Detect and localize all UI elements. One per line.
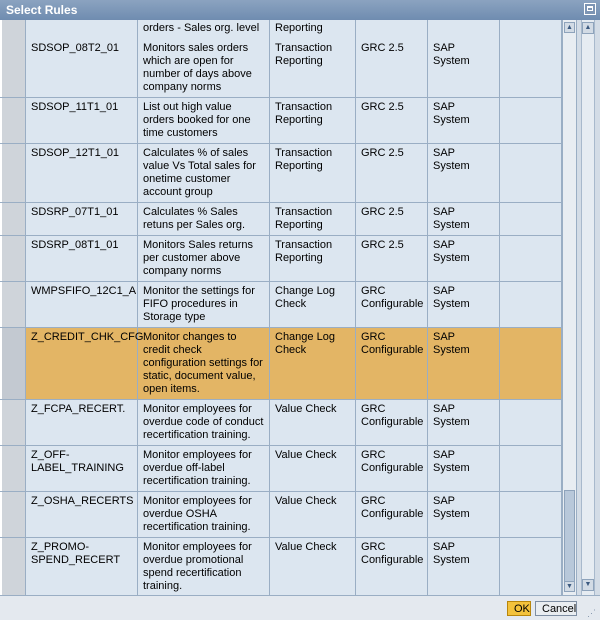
rule-id-cell: SDSOP_12T1_01 <box>26 144 138 202</box>
scroll-down-icon[interactable]: ▼ <box>564 581 575 592</box>
table-row[interactable] <box>0 144 562 203</box>
type-cell: Reporting <box>270 20 356 58</box>
scroll-up-icon[interactable]: ▲ <box>564 22 575 33</box>
scroll-down-icon[interactable]: ▼ <box>582 579 594 591</box>
description-cell: Monitor employees for overdue off-label recertification training. <box>138 446 270 491</box>
table-row[interactable] <box>0 446 562 492</box>
description-cell: Monitors sales orders which are open for number of days above company norms <box>138 39 270 97</box>
rule-id-cell: Z_FCPA_RECERT. <box>26 400 138 445</box>
empty-cell <box>500 446 562 491</box>
source-cell: GRC 2.5 <box>356 203 428 235</box>
description-cell: Monitor changes to credit check configuration settings for static, document value, open items. <box>138 328 270 399</box>
empty-cell <box>500 203 562 235</box>
type-cell: Change Log Check <box>270 328 356 399</box>
empty-cell <box>500 282 562 327</box>
cancel-button[interactable]: Cancel <box>535 601 577 616</box>
description-cell: Monitor the settings for FIFO procedures in Storage type <box>138 282 270 327</box>
empty-cell <box>500 144 562 202</box>
rule-id-cell: Z_OSHA_RECERTS <box>26 492 138 537</box>
description-cell: Monitors Sales returns per customer above company norms <box>138 236 270 281</box>
system-cell: SAP System <box>428 538 500 595</box>
row-selector[interactable] <box>0 39 26 97</box>
source-cell: GRC Configurable <box>356 328 428 399</box>
system-cell: SAP System <box>428 400 500 445</box>
maximize-icon[interactable] <box>584 3 596 15</box>
source-cell: GRC 2.5 <box>356 39 428 97</box>
rule-id-cell: WMPSFIFO_12C1_A <box>26 282 138 327</box>
source-cell: GRC 2.5 <box>356 236 428 281</box>
table-row[interactable] <box>0 203 562 236</box>
row-selector[interactable] <box>0 203 26 235</box>
row-selector[interactable] <box>0 282 26 327</box>
description-cell: Monitor employees for overdue promotional spend recertification training. <box>138 538 270 595</box>
type-cell: Value Check <box>270 492 356 537</box>
table-row-selected[interactable] <box>0 328 562 400</box>
type-cell: Transaction Reporting <box>270 236 356 281</box>
type-cell: Transaction Reporting <box>270 203 356 235</box>
dialog-titlebar <box>0 0 600 20</box>
description-cell: Calculates % Sales retuns per Sales org. <box>138 203 270 235</box>
source-cell: GRC 2.5 <box>356 98 428 143</box>
description-cell: orders - Sales org. level <box>138 20 270 58</box>
system-cell: SAP System <box>428 203 500 235</box>
type-cell: Change Log Check <box>270 282 356 327</box>
empty-cell <box>500 98 562 143</box>
empty-cell <box>500 492 562 537</box>
type-cell: Transaction Reporting <box>270 98 356 143</box>
row-selector[interactable] <box>0 328 26 399</box>
empty-cell <box>500 538 562 595</box>
row-selector[interactable] <box>0 236 26 281</box>
table-row[interactable] <box>0 492 562 538</box>
description-cell: List out high value orders booked for one time customers <box>138 98 270 143</box>
system-cell: SAP System <box>428 446 500 491</box>
rule-id-cell: SDSOP_11T1_01 <box>26 98 138 143</box>
system-cell: SAP System <box>428 144 500 202</box>
empty-cell <box>500 236 562 281</box>
scroll-track[interactable] <box>581 20 595 595</box>
system-cell: SAP System <box>428 282 500 327</box>
source-cell: GRC Configurable <box>356 400 428 445</box>
empty-cell <box>500 328 562 399</box>
ok-button[interactable]: OK <box>507 601 531 616</box>
row-selector[interactable] <box>0 400 26 445</box>
type-cell: Value Check <box>270 446 356 491</box>
dialog-title: Select Rules <box>6 3 78 17</box>
system-cell: SAP System <box>428 328 500 399</box>
empty-cell <box>500 39 562 97</box>
table-row[interactable] <box>0 400 562 446</box>
source-cell: GRC Configurable <box>356 492 428 537</box>
row-selector[interactable] <box>0 446 26 491</box>
system-cell: SAP System <box>428 492 500 537</box>
dialog-vertical-scrollbar[interactable] <box>576 20 600 595</box>
scroll-up-icon[interactable]: ▲ <box>582 22 594 34</box>
rule-id-cell: SDSRP_07T1_01 <box>26 203 138 235</box>
system-cell: SAP System <box>428 98 500 143</box>
resize-grip-icon[interactable]: ⋰ <box>587 608 596 618</box>
system-cell: SAP System <box>428 39 500 97</box>
type-cell: Value Check <box>270 538 356 595</box>
table-row[interactable] <box>0 236 562 282</box>
source-cell: GRC Configurable <box>356 282 428 327</box>
table-row[interactable] <box>0 39 562 98</box>
description-cell: Monitor employees for overdue code of conduct recertification training. <box>138 400 270 445</box>
row-selector[interactable] <box>0 538 26 595</box>
rule-id-cell: Z_CREDIT_CHK_CFG <box>26 328 138 399</box>
row-selector[interactable] <box>0 144 26 202</box>
rules-table <box>0 20 562 595</box>
rule-id-cell: SDSRP_08T1_01 <box>26 236 138 281</box>
table-row[interactable] <box>0 538 562 595</box>
table-row[interactable] <box>0 282 562 328</box>
rule-id-cell: Z_OFF-LABEL_TRAINING <box>26 446 138 491</box>
type-cell: Transaction Reporting <box>270 39 356 97</box>
source-cell: GRC 2.5 <box>356 144 428 202</box>
empty-cell <box>500 400 562 445</box>
type-cell: Value Check <box>270 400 356 445</box>
description-cell: Calculates % of sales value Vs Total sales for onetime customer account group <box>138 144 270 202</box>
table-row[interactable] <box>0 98 562 144</box>
rule-id-cell: SDSOP_08T2_01 <box>26 39 138 97</box>
row-selector[interactable] <box>0 492 26 537</box>
row-selector[interactable] <box>0 98 26 143</box>
source-cell: GRC Configurable <box>356 538 428 595</box>
rule-id-cell: Z_PROMO-SPEND_RECERT <box>26 538 138 595</box>
scroll-thumb[interactable] <box>564 490 575 582</box>
dialog-footer <box>0 595 600 620</box>
source-cell: GRC Configurable <box>356 446 428 491</box>
table-vertical-scrollbar[interactable] <box>562 20 576 595</box>
type-cell: Transaction Reporting <box>270 144 356 202</box>
description-cell: Monitor employees for overdue OSHA recertification training. <box>138 492 270 537</box>
system-cell: SAP System <box>428 236 500 281</box>
